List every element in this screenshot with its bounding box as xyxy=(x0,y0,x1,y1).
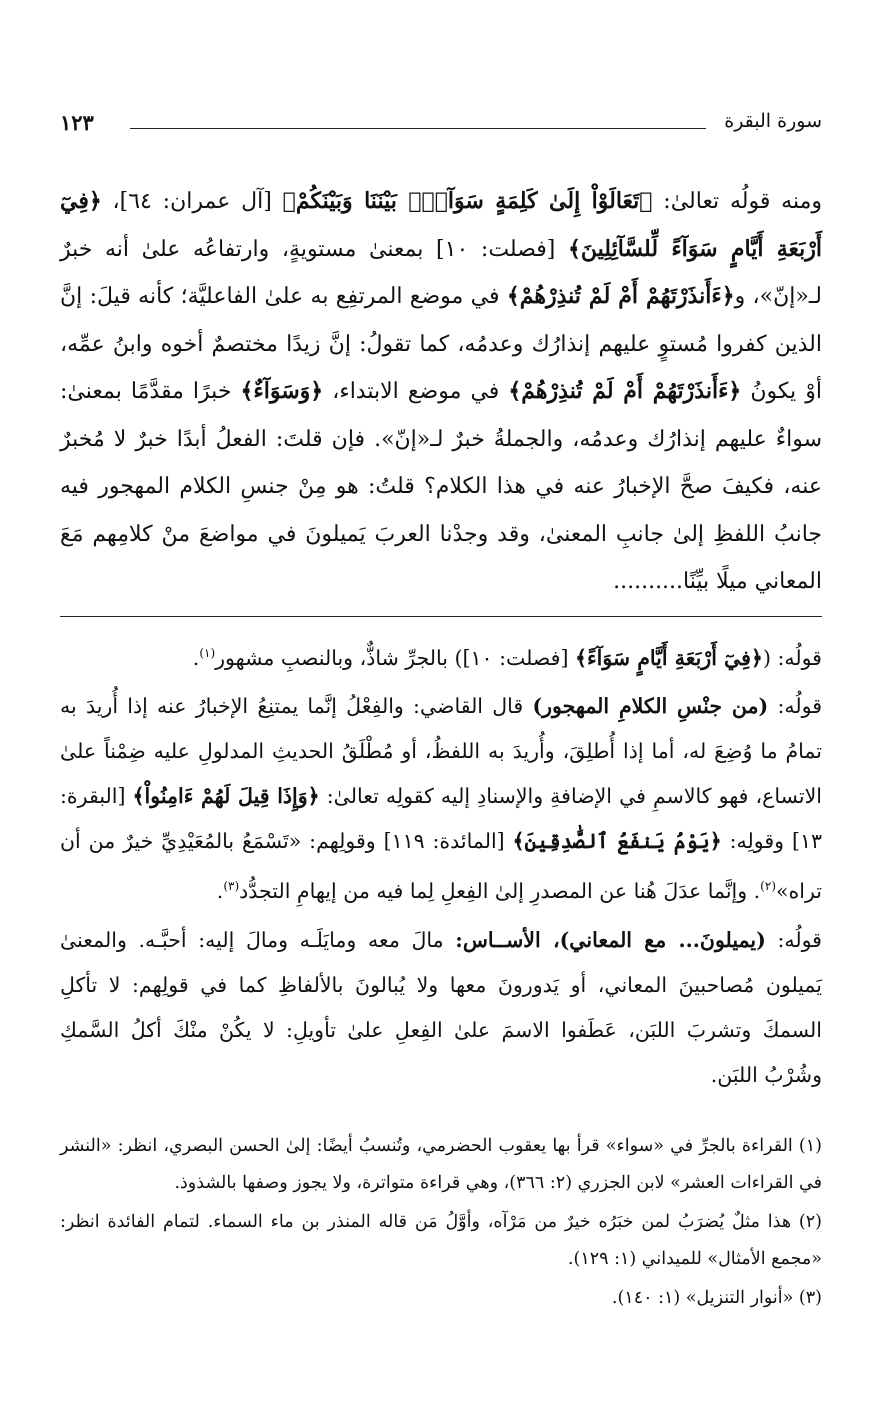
footnotes xyxy=(60,1128,822,1317)
footnote-2: (٢) هذا مثلٌ يُضرَبُ لمن خبَرُه خيرٌ من مَرْآه، وأوَّلُ مَن قاله المنذر بن ماء السماء. لتمام الفائدة انظر: «مجمع الأمثال» للميداني (١: ١٢٩). xyxy=(60,1212,822,1270)
commentary-paragraph xyxy=(60,918,822,1098)
text-run: خبرًا مقدَّمًا بمعنىٰ: سواءٌ عليهم إنذارُك وعدمُه، والجملةُ خبرٌ لـ«إنّ». فإن قلتَ: الفعلُ أبدًا خبرٌ لا مُخبرٌ عنه، فكيفَ صحَّ الإخبارُ عنه في هذا الكلام؟ قلتُ: هو مِنْ جنسِ الكلام المهجور فيه جانبُ اللفظِ إلىٰ جانبِ المعنىٰ، وقد وجدْنا العربَ يَميلونَ في مواضعَ منْ كلامِهم مَعَ المعاني ميلًا بيِّنًا.......... xyxy=(60,379,823,594)
footnote-1: (١) القراءة بالجرِّ في «سواء» قرأ بها يعقوب الحضرمي، وتُنسبُ أيضًا: إلىٰ الحسن البصري، انظر: «النشر في القراءات العشر» لابن الجزري (٢: ٣٦٦)، وهي قراءة متواترة، ولا يجوز وصفها بالشذوذ. xyxy=(60,1136,822,1194)
quran-verse: ﴿تَعَالَوْاْ إِلَىٰ كَلِمَةٍ سَوَآءِۭ بَيْنَنَا وَبَيْنَكُمْ﴾ xyxy=(282,188,653,214)
text-run: قولُه: ( xyxy=(762,645,822,670)
quran-verse: ﴿يَوْمُ يَنفَعُ ٱلصَّٰدِقِينَ﴾ xyxy=(512,829,722,854)
text-run: ومنه قولُه تعالىٰ: xyxy=(652,189,822,214)
quran-verse: ﴿فِيٓ أَرْبَعَةِ أَيَّامٍ سَوَآءً﴾ xyxy=(574,645,763,670)
quran-verse: ﴿فِيٓ أَرْبَعَةِ أَيَّامٍ سَوَآءً لِّلسَّآئِلِينَ﴾ xyxy=(60,188,823,262)
text-run: قال القاضي: والفِعْلُ إنَّما يمتنِعُ الإخبارُ عنه إذا أُريدَ به تمامُ ما وُضِعَ له، أما إذا أُطلِقَ، وأُريدَ به اللفظُ، أو مُطْلَقُ الحديثِ المدلولِ عليه ضِمْناً علىٰ الاتساع، فهو كالاسمِ في الإضافةِ والإسنادِ إليه كقولِه تعالىٰ: xyxy=(60,694,822,809)
footnote-gap xyxy=(60,1102,822,1128)
text-run: [فصلت: ١٠] بمعنىٰ مستويةٍ، وارتفاعُه علىٰ أنه خبرٌ لـ«إنّ»، و xyxy=(60,236,822,309)
text-run: [آل عمران: ٦٤]، xyxy=(101,189,283,214)
text-run: [المائدة: ١١٩] وقولِهم: «تَسْمَعُ بالمُعَيْدِيِّ خيرٌ من أن تراه» xyxy=(60,829,822,904)
text-run: [البقرة: ١٣] وقولِه: xyxy=(60,784,822,854)
main-paragraph xyxy=(60,178,822,606)
text-run: مالَ معه ومايَلَـه ومالَ إليه: أحبَّـه. والمعنىٰ يَميلون مُصاحبينَ المعاني، أو يَدورونَ معها ولا يُبالونَ بالألفاظِ كما في قولِهم: لا تأكلِ السمكَ وتشربَ اللبَن، عَطَفوا الاسمَ علىٰ الفِعلِ علىٰ تأويلِ: لا يكُنْ منْكَ أكلُ السَّمكِ وشُرْبُ اللبَن. xyxy=(60,928,822,1088)
lemma: (يميلونَ... مع المعاني)، الأســاس: xyxy=(455,928,766,953)
footnote-ref: (٢) xyxy=(760,879,776,894)
quran-verse: ﴿ءَأَنذَرْتَهُمْ أَمْ لَمْ تُنذِرْهُمْ﴾ xyxy=(508,378,742,404)
text-run: . xyxy=(192,645,200,670)
footnote-ref: (٣) xyxy=(223,879,240,894)
page xyxy=(60,110,822,1319)
text-run: [فصلت: ١٠]) بالجرِّ شاذٌّ، وبالنصبِ مشهور xyxy=(215,645,575,670)
quran-verse: ﴿وَإِذَا قِيلَ لَهُمْ ءَامِنُواْ﴾ xyxy=(132,784,320,809)
lemma: (من جنْسِ الكلامِ المهجور) xyxy=(532,694,769,719)
quran-verse: ﴿ءَأَنذَرْتَهُمْ أَمْ لَمْ تُنذِرْهُمْ﴾ xyxy=(506,283,735,309)
text-run: قولُه: xyxy=(768,694,822,719)
header-rule xyxy=(130,128,706,129)
page-number: ١٢٣ xyxy=(60,110,94,135)
surah-name: سورة البقرة xyxy=(724,110,822,132)
text-run: في موضع الابتداء، xyxy=(323,379,509,404)
text-run: قولُه: xyxy=(765,928,822,953)
separator-line xyxy=(60,616,822,617)
commentary-paragraph xyxy=(60,684,822,914)
commentary xyxy=(60,631,822,1099)
text-run: . xyxy=(216,879,224,904)
footnote-3: (٣) «أنوار التنزيل» (١: ١٤٠). xyxy=(611,1288,822,1309)
commentary-paragraph xyxy=(60,631,822,681)
text-run: في موضع المرتفِع به علىٰ الفاعليَّة؛ كأنه قيلَ: إنَّ الذين كفروا مُستوٍ عليهم إنذارُك وعدمُه، كما تقولُ: إنَّ زيدًا مختصمٌ أخوه وابنُ عمِّه، أوْ يكونُ xyxy=(60,284,822,404)
running-header xyxy=(60,110,822,144)
footnote-ref: (١) xyxy=(199,645,216,660)
quran-verse: ﴿وَسَوَآءٌ﴾ xyxy=(240,378,324,404)
main-text xyxy=(60,178,822,606)
text-run: . وإنَّما عدَلَ هُنا عن المصدرِ إلىٰ الفِعلِ لِما فيه من إيهامِ التجدُّد xyxy=(239,879,761,904)
